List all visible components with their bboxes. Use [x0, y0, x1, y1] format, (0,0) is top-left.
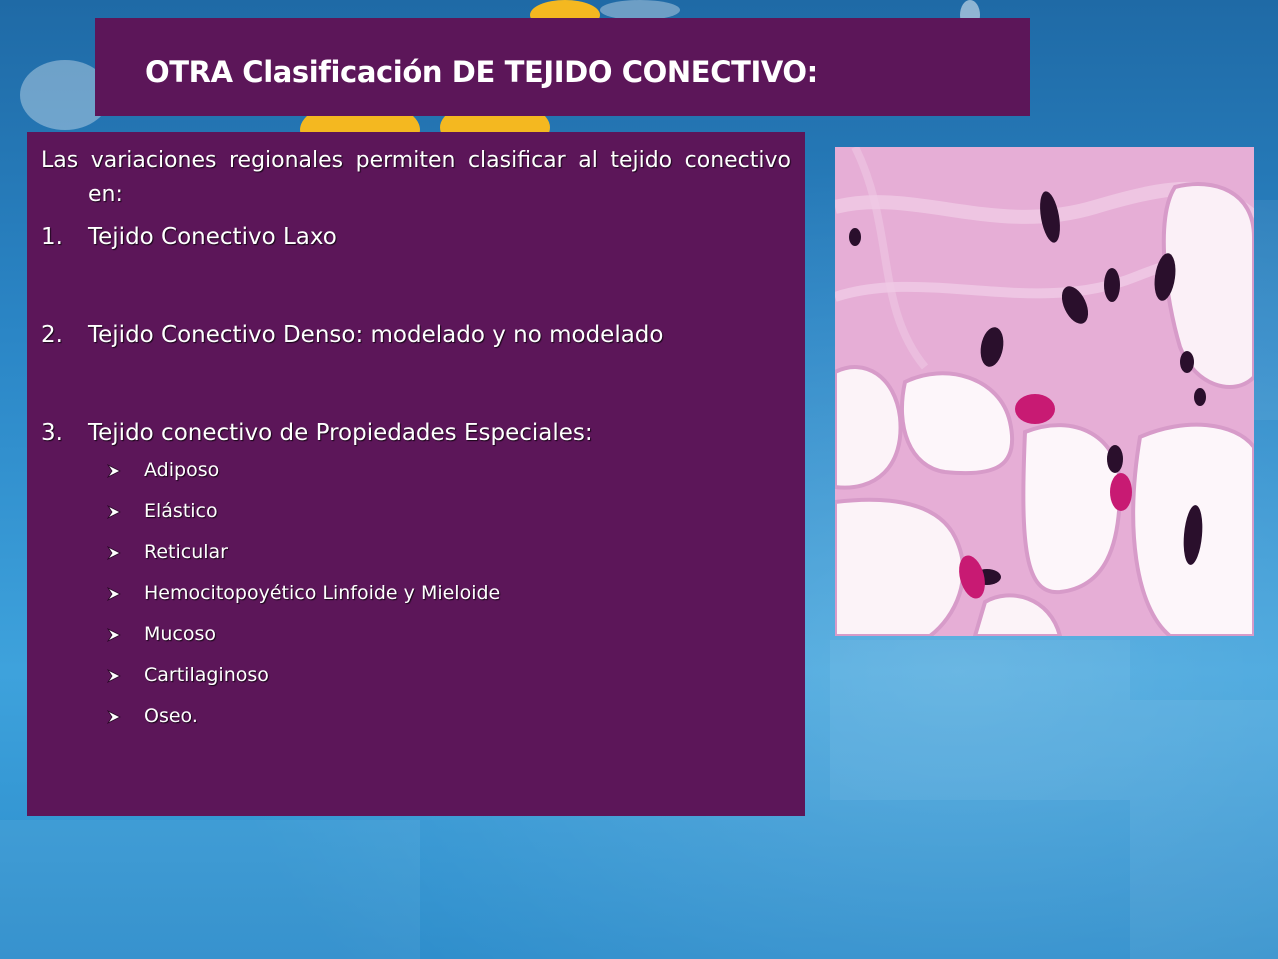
numbered-item-denso — [41, 318, 791, 352]
numbered-item-especiales — [41, 416, 791, 450]
decorative-bubble — [600, 0, 680, 20]
arrow-bullet-icon — [107, 710, 121, 724]
item-label: Tejido Conectivo Laxo — [88, 224, 337, 250]
slide-title: OTRA Clasificación DE TEJIDO CONECTIVO: — [145, 55, 818, 89]
list-item-label: Adiposo — [144, 459, 220, 481]
list-item — [41, 540, 791, 564]
list-item — [41, 581, 791, 605]
list-item-label: Hemocitopoyético Linfoide y Mieloide — [144, 582, 501, 604]
special-types-list — [41, 458, 791, 728]
list-item — [41, 704, 791, 728]
arrow-bullet-icon — [107, 587, 121, 601]
item-label: Tejido Conectivo Denso: modelado y no modelado — [88, 322, 664, 348]
background-tile — [830, 640, 1130, 800]
adipose-tissue-micrograph — [835, 147, 1254, 636]
list-item-label: Reticular — [144, 541, 228, 563]
list-item — [41, 499, 791, 523]
histology-image — [835, 147, 1254, 636]
background-tile — [0, 820, 420, 959]
numbered-item-laxo — [41, 220, 791, 254]
arrow-bullet-icon — [107, 628, 121, 642]
item-number: 2. — [41, 322, 63, 348]
list-item-label: Elástico — [144, 500, 218, 522]
title-bar — [95, 18, 1030, 116]
list-item-label: Mucoso — [144, 623, 217, 645]
arrow-bullet-icon — [107, 505, 121, 519]
list-item — [41, 622, 791, 646]
item-number: 3. — [41, 420, 63, 446]
list-item-label: Oseo. — [144, 705, 198, 727]
list-item — [41, 458, 791, 482]
content-panel — [27, 132, 805, 816]
arrow-bullet-icon — [107, 669, 121, 683]
item-number: 1. — [41, 224, 63, 250]
arrow-bullet-icon — [107, 546, 121, 560]
list-item-label: Cartilaginoso — [144, 664, 269, 686]
list-item — [41, 663, 791, 687]
arrow-bullet-icon — [107, 464, 121, 478]
intro-text: Las variaciones regionales permiten clasificar al tejido conectivo en: — [41, 148, 791, 207]
item-label: Tejido conectivo de Propiedades Especiales: — [88, 420, 593, 446]
background-tile — [1130, 700, 1278, 959]
